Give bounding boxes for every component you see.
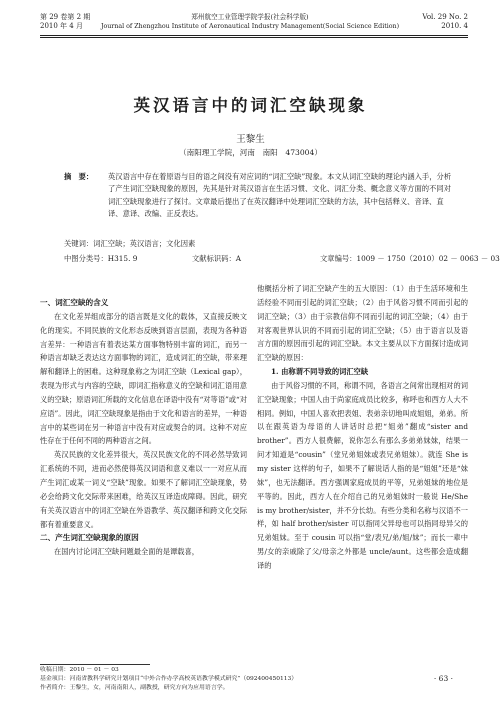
header-rule-bottom (40, 37, 468, 38)
paragraph: 英汉民族的文化差异很大，英汉民族文化的不同必然导致词汇系统的不同，进而必然使得英汉词语和意义难以一一对应从而产生词汇或某一词义“空缺”现象。如果不了解词汇空缺现象，势必会给跨文化交际带来困难，给英汉互译造成障碍。因此，研究有关英汉语言中的词汇空缺在外语教学、英汉翻译和跨文化交际都有着重要意义。 (40, 450, 247, 529)
paragraph: 在文化差异组成部分的语言既是文化的载体，又直接反映文化的现实。不同民族的文化形态反映到语言层面，表现为各种语言差异：一种语言有着表达某方面事物特别丰富的词汇，而另一种语言却缺乏表达这方面事物的词汇，造成词汇的空缺，带来理解和翻译上的困难。这种现象称之为词汇空缺（Lexical gap），表现为形式与内容的空缺，即词汇指称意义的空缺和词汇语用意义的空缺；原语词汇所载的文化信息在译语中没有“对等语”或“对应语”。因此，词汇空缺现象是指由于文化和语言的差异，一种语言中的某些词在另一种语言中没有对应或契合的词。这种不对应性存在于任何不同的两种语言之间。 (40, 311, 247, 446)
header-center (100, 13, 400, 31)
section-heading-2: 二、产生词汇空缺现象的原因 (40, 533, 139, 543)
subsection-heading-1: 1. 由称谓不同导致的词汇空缺 (271, 367, 369, 377)
fund-project: 基金项目：河南省教科学研究计划项目“中外合作办学高校英语教学模式研究”（092400450113） (40, 676, 298, 682)
volume-cn: 第 29 卷第 2 期 (40, 13, 91, 21)
journal-name-en: Journal of Zhengzhou Institute of Aeronautical Industry Management(Social Science Edition) (100, 23, 400, 30)
section-heading-1: 一、词汇空缺的含义 (40, 298, 109, 307)
abstract (64, 171, 454, 221)
received-date: 收稿日期：2010 － 01 － 03 (40, 667, 119, 673)
paragraph: 在国内讨论词汇空缺问题最全面的是谭载喜， (54, 547, 200, 557)
date-cn: 2010 年 4 月 (40, 22, 83, 30)
author-bio: 作者简介：王黎生，女，河南南阳人，副教授，研究方向为应用语言学。 (40, 685, 229, 691)
page-number: · 63 · (433, 674, 453, 683)
left-column (40, 296, 247, 559)
header-rule-top (40, 35, 468, 36)
document-code: 文献标识码：A (192, 254, 242, 263)
abstract-label: 摘 要： (64, 172, 94, 181)
journal-name-cn: 郑州航空工业管理学院学报(社会科学版) (191, 13, 309, 21)
right-column (257, 282, 468, 573)
footnote-rule (40, 664, 150, 665)
date-en: 2010. 4 (441, 22, 468, 30)
author-name: 王黎生 (236, 134, 265, 145)
author-affiliation: （南阳理工学院，河南 南阳 473004） (179, 148, 322, 157)
keywords: 关键词：词汇空缺；英汉语言；文化因素 (64, 239, 196, 248)
paragraph: 他概括分析了词汇空缺产生的五大原因：（1）由于生活环境和生活经验不同而引起的词汇空缺；（2）由于风俗习惯不同而引起的词汇空缺；（3）由于宗教信仰不同而引起的词汇空缺；（4）由于对客观世界认识的不同而引起的词汇空缺；（5）由于语言以及语言方面的原因而引起的词汇空缺。本文主要从以下方面探讨造成词汇空缺的原因： (257, 284, 468, 363)
header-left (40, 13, 90, 31)
abstract-text: 英汉语言中存在着原语与目的语之间没有对应词的“词汇空缺”现象。本文从词汇空缺的理论内涵入手，分析了产生词汇空缺现象的原因，先其是针对英汉语言在生活习惯、文化、词汇分类、概念意义等方面的不同对词汇空缺现象进行了探讨。文章最后提出了在英汉翻译中处理词汇空缺的方法，其中包括释义、音译、直译、意译、改编、正反表达。 (108, 172, 452, 219)
article-title: 英汉语言中的词汇空缺现象 (133, 96, 368, 115)
volume-en: Vol. 29 No. 2 (422, 13, 468, 21)
paragraph: 由于风俗习惯的不同，称谓不同，各语言之间常出现相对的词汇空缺现象；中国人由于尚家庭成员比较多，称呼也和西方人大不相同。例如，中国人喜欢把表姐、表弟亲切地叫成姐姐，弟弟。所以在跟英语为母语的人讲话时总把“姐弟”翻成“sister and brother”。西方人很费解，说你怎么有那么多弟弟妹妹，结果一问才知道是“cousin”（堂兄弟姐妹或表兄弟姐妹）。就连 She is my sister 这样的句子，如果不了解说话人指的是“姐姐”还是“妹妹”，也无法翻译。西方强调家庭成员的平等，兄弟姐妹的地位是平等的。因此，西方人在介绍自己的兄弟姐妹时一般说 He/She is my brother/sister，并不分长幼。有些分类和名称与汉语不一样，如 half brother/sister 可以指同父异母也可以指同母异父的兄弟姐妹。至于 cousin 可以指“堂/表兄/弟/姐/妹”；而长一辈中男/女的亲戚除了父/母亲之外都是 uncle/aunt。这些都会造成翻译的 (257, 380, 468, 570)
article-number: 文章编号：1009 － 1750（2010）02 － 0063 － 03 (320, 254, 500, 263)
clc-number: 中图分类号：H315. 9 (64, 254, 138, 263)
header-right (422, 13, 468, 31)
footnotes (40, 666, 297, 693)
